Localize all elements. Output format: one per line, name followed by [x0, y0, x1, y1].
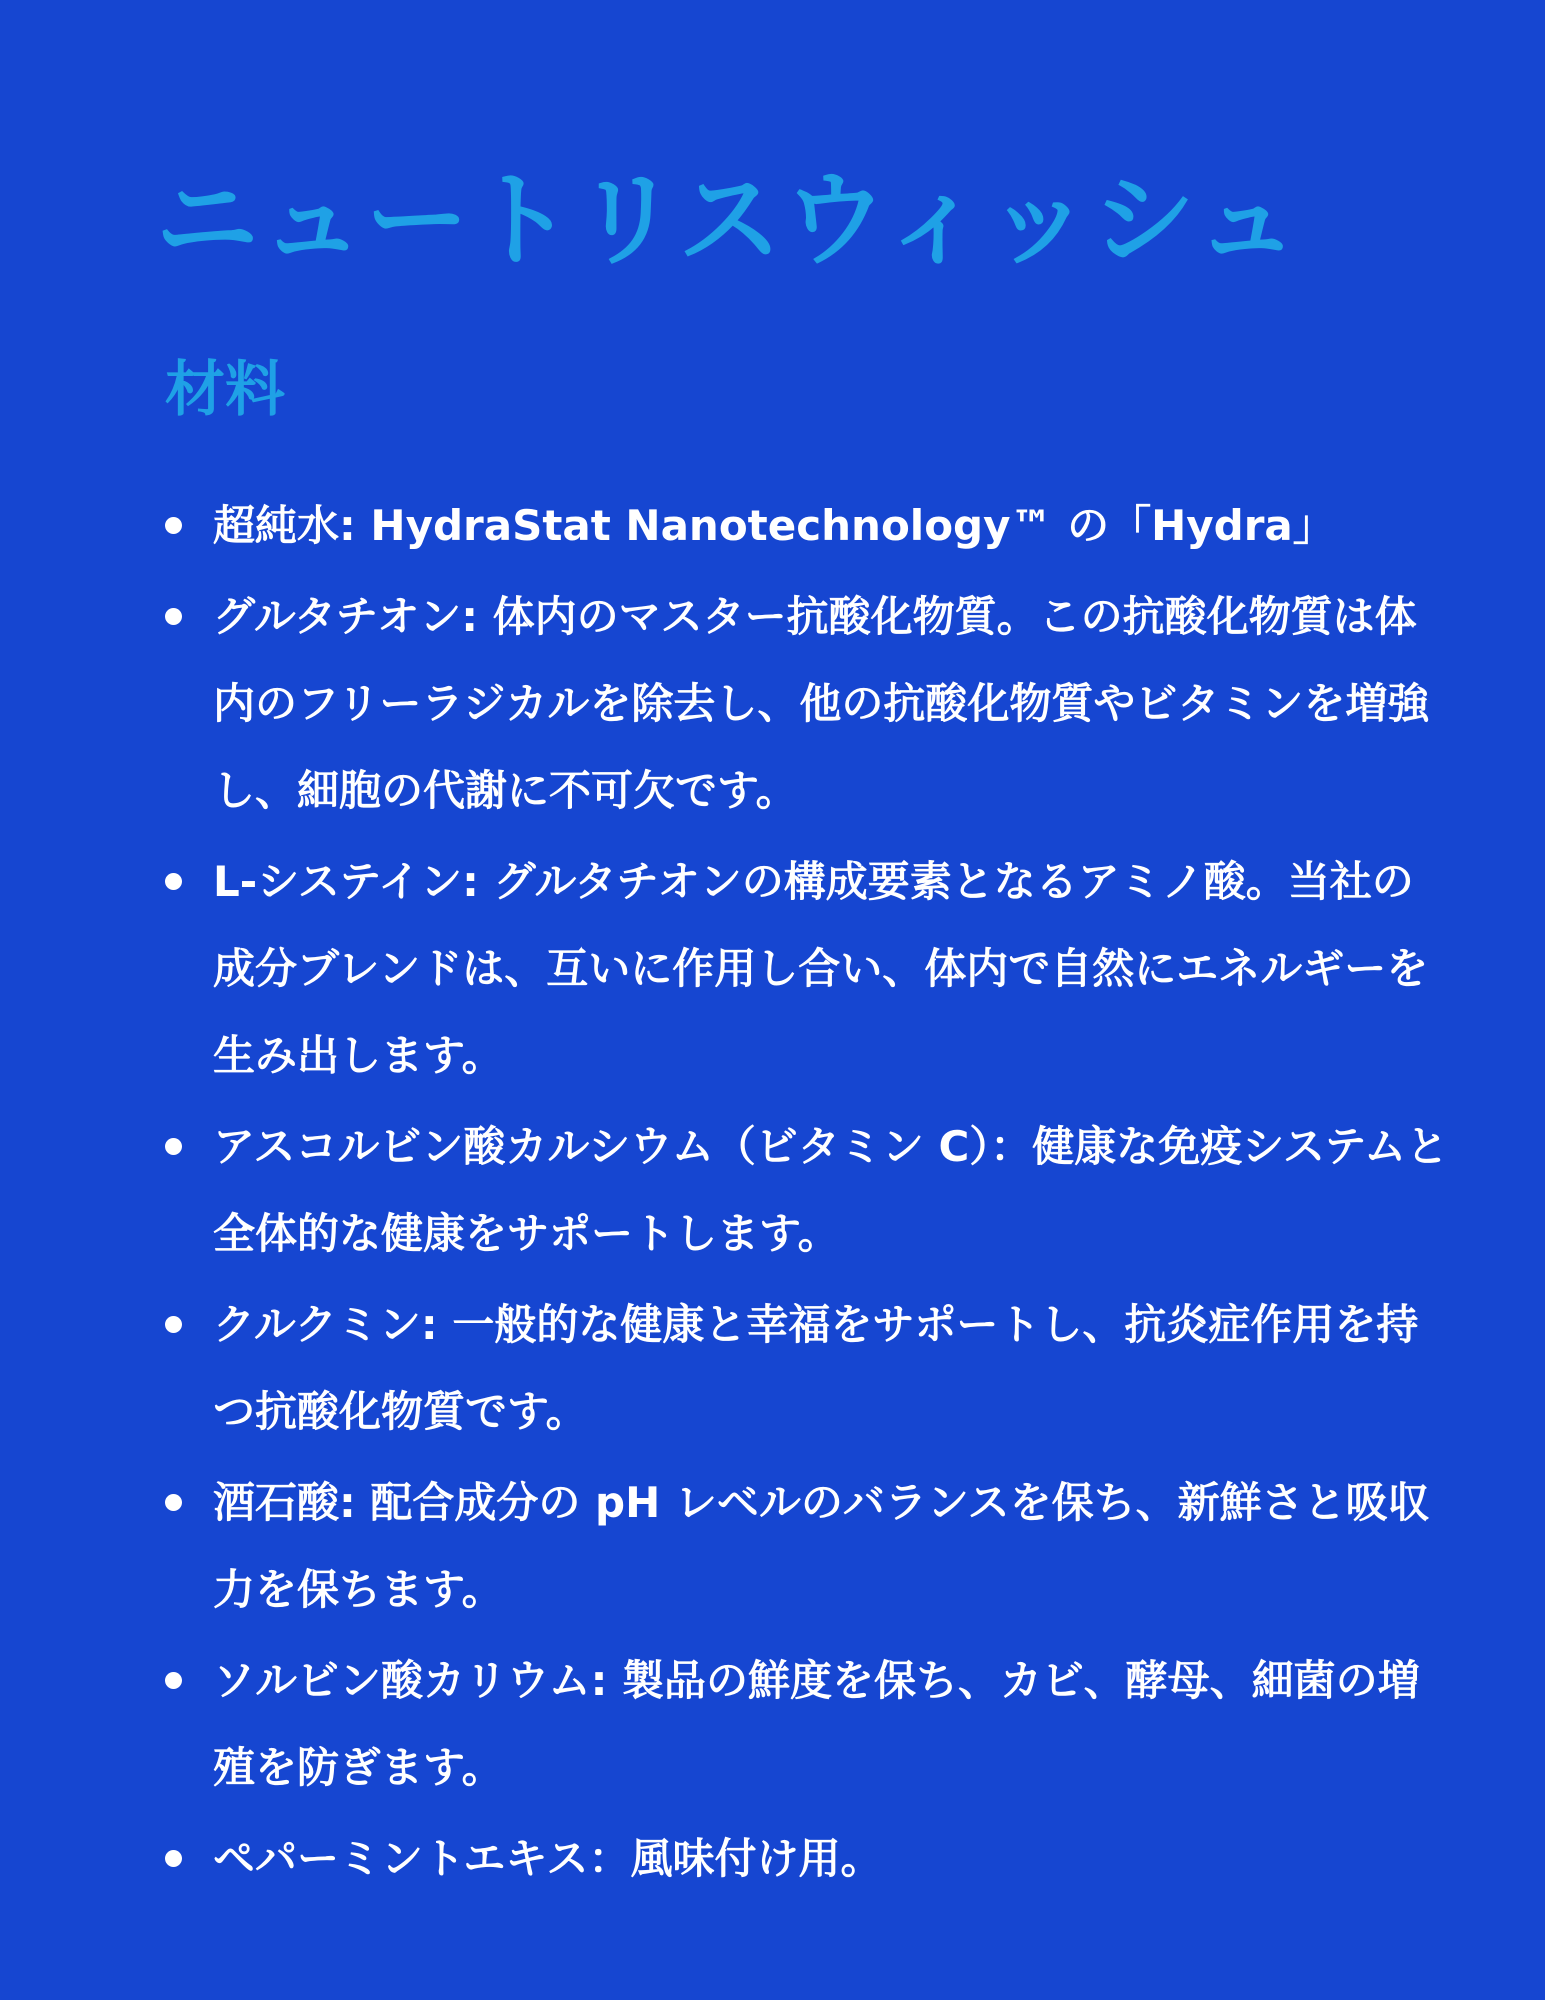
- bullet-icon: [165, 1494, 182, 1511]
- bullet-icon: [165, 873, 182, 890]
- section-heading: 材料: [165, 355, 285, 425]
- bullet-icon: [165, 1850, 182, 1867]
- list-item-text: ソルビン酸カリウム: 製品の鮮度を保ち、カビ、酵母、細菌の増殖を防ぎます。: [213, 1656, 1420, 1792]
- list-item: [155, 573, 1455, 834]
- list-item-text: 酒石酸: 配合成分の pH レベルのバランスを保ち、新鮮さと吸収力を保ちます。: [213, 1478, 1430, 1614]
- document-title: ニュートリスウィッシュ: [155, 159, 1300, 281]
- list-item: [155, 1103, 1455, 1277]
- list-item: [155, 838, 1455, 1099]
- list-item-text: アスコルビン酸カルシウム（ビタミン C）：健康な免疫システムと全体的な健康をサポートします。: [213, 1122, 1449, 1258]
- ingredient-list: [155, 482, 1455, 1906]
- list-item: [155, 1459, 1455, 1633]
- list-item-text: グルタチオン: 体内のマスター抗酸化物質。この抗酸化物質は体内のフリーラジカルを除去し、他の抗酸化物質やビタミンを増強し、細胞の代謝に不可欠です。: [213, 592, 1430, 815]
- list-item-text: クルクミン: 一般的な健康と幸福をサポートし、抗炎症作用を持つ抗酸化物質です。: [213, 1300, 1419, 1436]
- bullet-icon: [165, 1138, 182, 1155]
- list-item-text: L-システイン: グルタチオンの構成要素となるアミノ酸。当社の成分ブレンドは、互いに作用し合い、体内で自然にエネルギーを生み出します。: [213, 857, 1429, 1080]
- list-item: [155, 1815, 1455, 1902]
- bullet-icon: [165, 1316, 182, 1333]
- list-item: [155, 1637, 1455, 1811]
- bullet-icon: [165, 1672, 182, 1689]
- bullet-icon: [165, 517, 182, 534]
- list-item-text: 超純水: HydraStat Nanotechnology™ の「Hydra」: [213, 501, 1335, 550]
- bullet-icon: [165, 608, 182, 625]
- list-item-text: ペパーミントエキス：風味付け用。: [213, 1834, 883, 1883]
- list-item: [155, 1281, 1455, 1455]
- list-item: [155, 482, 1455, 569]
